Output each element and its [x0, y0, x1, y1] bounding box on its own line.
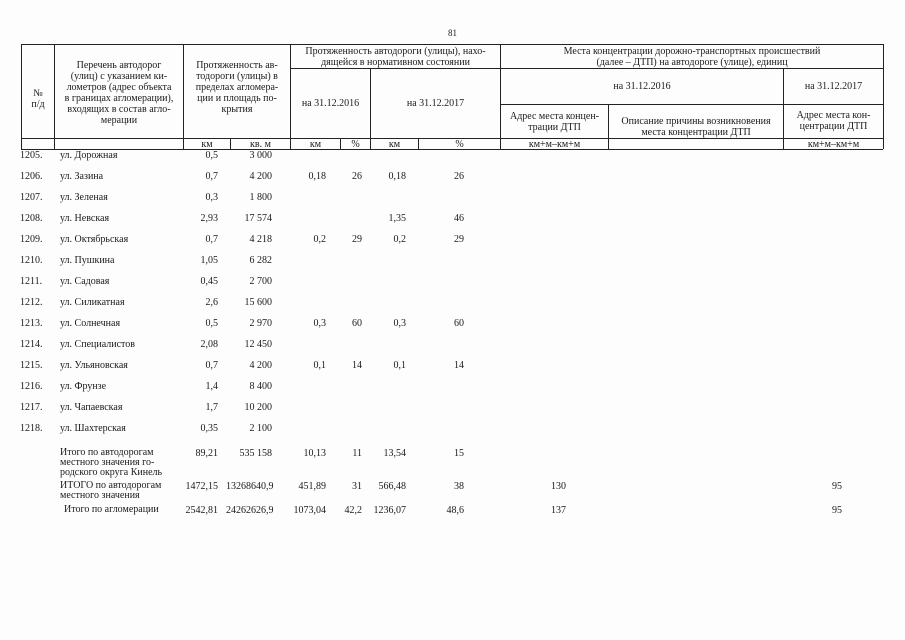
- header-length-line: крытия: [221, 104, 253, 115]
- cell-p16: 29: [352, 234, 362, 245]
- header-num: [22, 88, 54, 110]
- cell-sqm: 4 200: [249, 171, 272, 182]
- header-dtp-reason: [609, 116, 783, 138]
- header-dtp: [501, 46, 883, 68]
- header-dtp-line: (далее – ДТП) на автодороге (улице), единиц: [596, 57, 788, 68]
- totals-k16: 1073,04: [293, 505, 326, 516]
- header-dtp-2017: на 31.12.2017: [804, 81, 863, 92]
- totals-sqm: 13268640,9: [226, 481, 274, 492]
- totals-dtp16: 130: [551, 481, 566, 492]
- rule: [500, 68, 883, 69]
- totals-label: [60, 481, 185, 501]
- header-norm-2017: на 31.12.2017: [406, 98, 465, 109]
- header-dtp-address-2017: [784, 110, 883, 132]
- cell-name: ул. Пушкина: [60, 255, 115, 266]
- cell-name: ул. Ульяновская: [60, 360, 128, 371]
- cell-km: 0,7: [205, 234, 218, 245]
- totals-p16: 31: [352, 481, 362, 492]
- header-dtp-line: Места концентрации дорожно-транспортных происшествий: [563, 46, 821, 57]
- cell-k17: 0,3: [393, 318, 406, 329]
- cell-n: 1214.: [20, 339, 43, 350]
- cell-p17: 26: [454, 171, 464, 182]
- totals-dtp16: 137: [551, 505, 566, 516]
- header-normative-line: Протяженность автодороги (улицы), нахо-: [305, 46, 486, 57]
- cell-n: 1208.: [20, 213, 43, 224]
- page-number: 81: [448, 28, 457, 38]
- cell-n: 1217.: [20, 402, 43, 413]
- cell-name: ул. Чапаевская: [60, 402, 123, 413]
- totals-label-line: ИТОГО по автодорогам: [60, 480, 162, 491]
- cell-n: 1207.: [20, 192, 43, 203]
- rule: [500, 104, 883, 105]
- header-num-label: п/д: [31, 99, 45, 110]
- totals-label: [60, 448, 185, 478]
- cell-sqm: 8 400: [249, 381, 272, 392]
- cell-n: 1210.: [20, 255, 43, 266]
- cell-name: ул. Дорожная: [60, 150, 118, 161]
- cell-k17: 0,18: [388, 171, 406, 182]
- totals-p16: 11: [352, 448, 362, 459]
- cell-name: ул. Октябрьская: [60, 234, 129, 245]
- rule: [21, 44, 883, 45]
- cell-n: 1218.: [20, 423, 43, 434]
- cell-k16: 0,2: [313, 234, 326, 245]
- header-dtp-reason-line: места концентрации ДТП: [641, 127, 751, 138]
- totals-km: 2542,81: [185, 505, 218, 516]
- cell-sqm: 15 600: [244, 297, 272, 308]
- cell-n: 1209.: [20, 234, 43, 245]
- header-road-list-line: в границах агломерации),: [64, 93, 174, 104]
- cell-n: 1212.: [20, 297, 43, 308]
- header-road-list-line: (улиц) с указанием ки-: [70, 71, 168, 82]
- totals-label-line: местного значения: [60, 490, 140, 501]
- cell-k16: 0,18: [308, 171, 326, 182]
- rule: [883, 44, 884, 149]
- cell-k17: 1,35: [388, 213, 406, 224]
- totals-p17: 48,6: [446, 505, 464, 516]
- unit-pct-2017: %: [455, 139, 464, 150]
- header-dtp-address-2017-line: центрации ДТП: [799, 121, 868, 132]
- header-length-line: пределах агломера-: [195, 82, 279, 93]
- totals-label-line: Итого по агломерации: [64, 504, 159, 515]
- cell-km: 0,35: [200, 423, 218, 434]
- totals-km: 89,21: [195, 448, 218, 459]
- unit-km: км: [201, 139, 213, 150]
- unit-kmm-2016: км+м–км+м: [528, 139, 581, 150]
- totals-sqm: 24262626,9: [226, 505, 274, 516]
- cell-name: ул. Специалистов: [60, 339, 135, 350]
- cell-n: 1211.: [20, 276, 43, 287]
- header-dtp-address-line: Адрес места концен-: [510, 111, 599, 122]
- cell-name: ул. Силикатная: [60, 297, 125, 308]
- totals-k17: 566,48: [378, 481, 406, 492]
- cell-km: 0,5: [205, 150, 218, 161]
- cell-km: 0,5: [205, 318, 218, 329]
- header-road-list-line: лометров (адрес объекта: [66, 82, 172, 93]
- cell-k17: 0,2: [393, 234, 406, 245]
- header-normative-line: дящейся в нормативном состоянии: [321, 57, 470, 68]
- header-dtp-address: [501, 111, 608, 133]
- totals-label-line: местного значения го-: [60, 457, 155, 468]
- totals-k17: 13,54: [383, 448, 406, 459]
- cell-k16: 0,3: [313, 318, 326, 329]
- cell-k17: 0,1: [393, 360, 406, 371]
- cell-sqm: 2 700: [249, 276, 272, 287]
- cell-n: 1205.: [20, 150, 43, 161]
- totals-km: 1472,15: [185, 481, 218, 492]
- header-norm-2016: на 31.12.2016: [301, 98, 360, 109]
- totals-p17: 15: [454, 448, 464, 459]
- cell-km: 0,7: [205, 171, 218, 182]
- unit-km-2016: км: [309, 139, 322, 150]
- cell-name: ул. Шахтерская: [60, 423, 126, 434]
- cell-km: 1,4: [205, 381, 218, 392]
- cell-n: 1215.: [20, 360, 43, 371]
- cell-sqm: 4 218: [249, 234, 272, 245]
- totals-label-line: Итого по автодорогам: [60, 447, 154, 458]
- header-length-line: ции и площадь по-: [197, 93, 277, 104]
- cell-km: 1,7: [205, 402, 218, 413]
- header-length-line: тодороги (улицы) в: [196, 71, 278, 82]
- unit-pct-2016: %: [351, 139, 360, 150]
- header-normative: [291, 46, 500, 68]
- rule: [290, 68, 500, 69]
- cell-p16: 60: [352, 318, 362, 329]
- totals-sqm: 535 158: [239, 448, 272, 459]
- unit-kmm-2017: км+м–км+м: [807, 139, 860, 150]
- header-length-line: Протяженность ав-: [196, 60, 278, 71]
- cell-sqm: 6 282: [249, 255, 272, 266]
- cell-sqm: 4 200: [249, 360, 272, 371]
- cell-name: ул. Зеленая: [60, 192, 108, 203]
- cell-sqm: 3 000: [249, 150, 272, 161]
- cell-p16: 14: [352, 360, 362, 371]
- totals-label-line: родского округа Кинель: [60, 467, 163, 478]
- unit-km-2017: км: [388, 139, 401, 150]
- unit-sqm: кв. м: [250, 139, 271, 150]
- totals-k17: 1236,07: [373, 505, 406, 516]
- cell-p17: 46: [454, 213, 464, 224]
- header-road-list-line: мерации: [100, 115, 138, 126]
- cell-sqm: 1 800: [249, 192, 272, 203]
- totals-k16: 451,89: [298, 481, 326, 492]
- cell-name: ул. Фрунзе: [60, 381, 107, 392]
- cell-sqm: 2 970: [249, 318, 272, 329]
- header-dtp-address-line: трации ДТП: [528, 122, 581, 133]
- cell-km: 1,05: [200, 255, 218, 266]
- cell-name: ул. Зазина: [60, 171, 104, 182]
- totals-p17: 38: [454, 481, 464, 492]
- cell-p17: 60: [454, 318, 464, 329]
- header-dtp-reason-line: Описание причины возникновения: [621, 116, 771, 127]
- cell-sqm: 2 100: [249, 423, 272, 434]
- cell-km: 0,45: [200, 276, 218, 287]
- header-length: [184, 60, 290, 115]
- cell-km: 2,08: [200, 339, 218, 350]
- cell-sqm: 17 574: [244, 213, 272, 224]
- cell-name: ул. Невская: [60, 213, 110, 224]
- cell-km: 2,93: [200, 213, 218, 224]
- header-road-list-line: входящих в состав агло-: [67, 104, 171, 115]
- header-dtp-address-2017-line: Адрес места кон-: [796, 110, 871, 121]
- cell-km: 2,6: [205, 297, 218, 308]
- totals-k16: 10,13: [303, 448, 326, 459]
- header-num-symbol: №: [33, 88, 43, 99]
- cell-p17: 29: [454, 234, 464, 245]
- header-road-list: [55, 60, 183, 126]
- cell-p16: 26: [352, 171, 362, 182]
- cell-km: 0,3: [205, 192, 218, 203]
- totals-dtp17: 95: [832, 505, 842, 516]
- cell-n: 1206.: [20, 171, 43, 182]
- cell-n: 1213.: [20, 318, 43, 329]
- cell-sqm: 12 450: [244, 339, 272, 350]
- totals-dtp17: 95: [832, 481, 842, 492]
- header-road-list-line: Перечень автодорог: [76, 60, 162, 71]
- header-dtp-2016: на 31.12.2016: [613, 81, 671, 92]
- cell-p17: 14: [454, 360, 464, 371]
- cell-name: ул. Садовая: [60, 276, 110, 287]
- cell-k16: 0,1: [313, 360, 326, 371]
- totals-label: [64, 505, 189, 515]
- totals-p16: 42,2: [344, 505, 362, 516]
- cell-sqm: 10 200: [244, 402, 272, 413]
- cell-km: 0,7: [205, 360, 218, 371]
- cell-n: 1216.: [20, 381, 43, 392]
- cell-name: ул. Солнечная: [60, 318, 121, 329]
